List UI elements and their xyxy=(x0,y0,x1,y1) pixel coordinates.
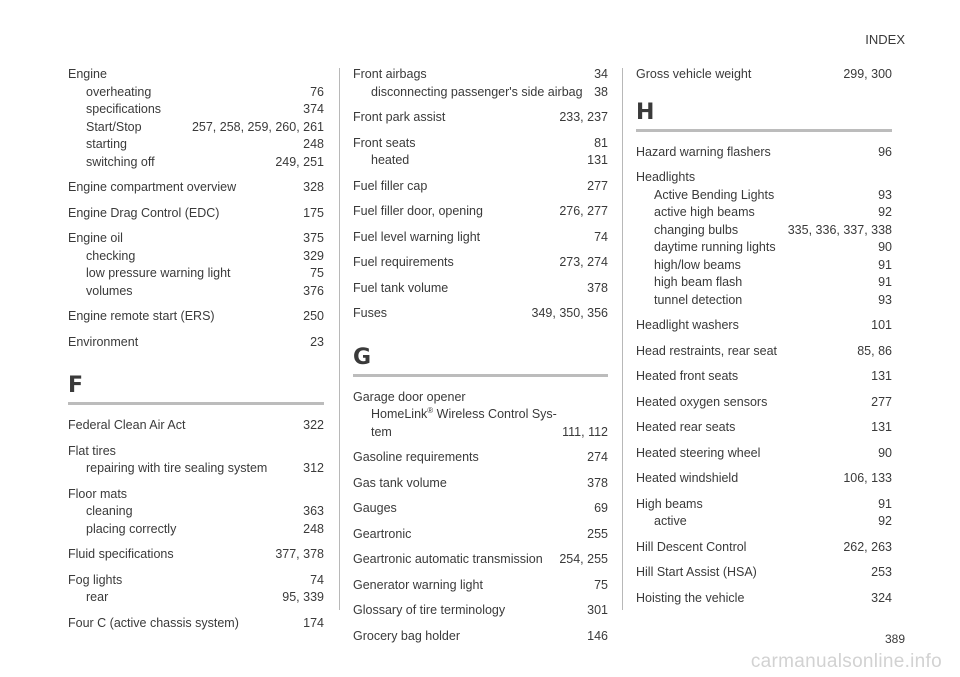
index-subterm-text: placing correctly xyxy=(86,521,177,536)
index-pages[interactable]: 273, 274 xyxy=(559,255,608,269)
index-entry-row xyxy=(636,445,892,463)
index-subterm-text: specifications xyxy=(86,102,162,116)
index-term: Federal Clean Air Act xyxy=(68,418,186,432)
index-term: Heated rear seats xyxy=(636,420,736,434)
index-subentry-row xyxy=(68,460,324,478)
index-entry-row xyxy=(636,317,892,335)
index-entry xyxy=(68,486,324,539)
index-subterm xyxy=(86,154,275,172)
index-subpages[interactable]: 249, 251 xyxy=(275,154,324,169)
index-entry xyxy=(636,144,892,162)
index-pages[interactable]: 174 xyxy=(303,615,324,630)
index-column-2 xyxy=(353,66,608,653)
index-subentry-row xyxy=(636,292,892,310)
index-subpages[interactable]: 335, 336, 337, 338 xyxy=(787,222,892,237)
index-pages[interactable]: 377, 378 xyxy=(275,547,324,561)
index-entry-row xyxy=(68,572,324,590)
index-term: Hill Descent Control xyxy=(636,539,747,554)
index-entry-row xyxy=(68,308,324,326)
page-header-title: INDEX xyxy=(865,32,905,47)
index-term: Fog lights xyxy=(68,572,123,587)
index-pages[interactable]: 253 xyxy=(871,565,892,579)
index-entry-row xyxy=(68,179,324,197)
index-subentry-row xyxy=(636,239,892,257)
index-entry-row xyxy=(636,590,892,608)
section-rule xyxy=(636,129,892,132)
index-entry-row xyxy=(68,334,324,352)
index-entry xyxy=(68,230,324,300)
index-entry xyxy=(68,308,324,326)
index-entry-row xyxy=(353,178,608,196)
index-entry-row xyxy=(353,475,608,493)
index-pages[interactable]: 378 xyxy=(587,280,608,295)
index-pages[interactable]: 175 xyxy=(303,205,324,220)
index-entry-row xyxy=(353,551,608,569)
index-subterm xyxy=(654,274,878,292)
index-subterm-text: tunnel detection xyxy=(654,292,743,307)
index-subpages[interactable]: 76 xyxy=(310,84,324,99)
index-subterm xyxy=(86,460,303,478)
index-pages[interactable]: 255 xyxy=(587,526,608,541)
index-subpages[interactable]: 38 xyxy=(594,84,608,99)
section-letter-heading: H xyxy=(636,99,655,125)
index-subterm-text: heated xyxy=(371,153,410,167)
index-entry-row xyxy=(68,417,324,435)
index-term: Generator warning light xyxy=(353,577,483,592)
index-entry xyxy=(353,203,608,221)
index-subpages[interactable]: 248 xyxy=(303,137,324,151)
index-pages[interactable]: 106, 133 xyxy=(843,471,892,485)
index-pages[interactable]: 324 xyxy=(871,590,892,605)
index-entry xyxy=(636,470,892,488)
index-entry xyxy=(636,169,892,309)
index-subentry-row xyxy=(636,204,892,222)
index-subentry-row xyxy=(636,187,892,205)
index-entry-row xyxy=(353,449,608,467)
index-subterm-text: Start/Stop xyxy=(86,119,142,134)
index-pages[interactable]: 299, 300 xyxy=(843,67,892,81)
index-subpages[interactable]: 92 xyxy=(878,514,892,528)
index-pages[interactable]: 277 xyxy=(587,178,608,193)
index-entry xyxy=(68,615,324,633)
index-term: Engine compartment overview xyxy=(68,180,237,194)
index-entry xyxy=(353,602,608,620)
index-entry-row xyxy=(636,169,892,187)
index-entry xyxy=(353,628,608,646)
index-subterm-continued: Wireless Control Sys- xyxy=(433,407,557,421)
index-subentry-row xyxy=(353,406,608,424)
index-term: Heated oxygen sensors xyxy=(636,394,768,409)
index-entry xyxy=(353,109,608,127)
index-subterm xyxy=(654,187,878,205)
index-term: Garage door opener xyxy=(353,389,466,404)
index-entry-row xyxy=(68,66,324,84)
index-subterm-text: active xyxy=(654,514,687,528)
index-term: Gas tank volume xyxy=(353,475,447,490)
index-subterm-text: daytime running lights xyxy=(654,240,776,254)
index-subterm xyxy=(86,84,310,102)
index-subentry-row xyxy=(636,257,892,275)
index-subpages[interactable]: 75 xyxy=(310,266,324,280)
index-subterm-text: rear xyxy=(86,590,109,604)
index-subentry-row xyxy=(68,136,324,154)
index-entry-row xyxy=(636,419,892,437)
index-subterm xyxy=(86,283,303,301)
index-entry-row xyxy=(353,280,608,298)
index-term: Headlight washers xyxy=(636,318,739,332)
index-term: Fuses xyxy=(353,306,388,320)
index-subpages[interactable]: 248 xyxy=(303,521,324,536)
index-subpages[interactable]: 131 xyxy=(587,153,608,167)
index-column-3 xyxy=(636,66,892,615)
index-entry xyxy=(68,66,324,171)
index-entry-row xyxy=(353,602,608,620)
section-letter xyxy=(68,373,324,405)
index-subterm xyxy=(86,101,303,119)
index-term: Gasoline requirements xyxy=(353,450,479,464)
index-subterm xyxy=(86,119,192,137)
index-subterm-text: changing bulbs xyxy=(654,222,739,237)
index-pages[interactable]: 233, 237 xyxy=(559,110,608,124)
index-term: Flat tires xyxy=(68,443,116,458)
index-pages[interactable]: 69 xyxy=(594,501,608,515)
index-term: Fuel requirements xyxy=(353,255,454,269)
index-subentry-row xyxy=(68,265,324,283)
index-subpages[interactable]: 363 xyxy=(303,504,324,518)
index-entry xyxy=(353,254,608,272)
index-subterm xyxy=(654,239,878,257)
index-entry xyxy=(636,317,892,335)
index-term: Floor mats xyxy=(68,486,128,501)
index-entry xyxy=(68,179,324,197)
index-entry xyxy=(636,590,892,608)
index-entry-row xyxy=(636,144,892,162)
index-entry xyxy=(68,443,324,478)
index-pages[interactable]: 146 xyxy=(587,628,608,643)
index-pages[interactable]: 254, 255 xyxy=(559,552,608,566)
index-subentry-row xyxy=(353,424,608,442)
index-entry xyxy=(636,539,892,557)
index-subentry-row xyxy=(636,513,892,531)
index-subterm-text: repairing with tire sealing system xyxy=(86,461,268,475)
section-rule xyxy=(68,402,324,405)
index-pages[interactable]: 131 xyxy=(871,420,892,434)
index-pages[interactable]: 91 xyxy=(878,496,892,511)
section-letter xyxy=(636,100,892,132)
index-subterm-text: Active Bending Lights xyxy=(654,187,775,202)
index-subpages[interactable]: 93 xyxy=(878,187,892,202)
index-entry-row xyxy=(353,577,608,595)
index-subterm xyxy=(371,406,608,424)
index-term: Gauges xyxy=(353,501,397,515)
index-entry-row xyxy=(353,628,608,646)
index-pages[interactable]: 262, 263 xyxy=(843,539,892,554)
index-entry xyxy=(636,343,892,361)
index-term: Glossary of tire terminology xyxy=(353,603,506,617)
index-pages[interactable]: 274 xyxy=(587,450,608,464)
index-subterm-text: active high beams xyxy=(654,205,755,219)
index-entry xyxy=(353,577,608,595)
index-entry-row xyxy=(68,230,324,248)
index-pages[interactable]: 250 xyxy=(303,309,324,323)
index-entry-row xyxy=(353,203,608,221)
index-pages[interactable]: 81 xyxy=(594,135,608,150)
watermark: carmanualsonline.info xyxy=(750,651,942,672)
index-subentry-row xyxy=(68,521,324,539)
index-pages[interactable]: 276, 277 xyxy=(559,204,608,218)
index-pages[interactable]: 378 xyxy=(587,475,608,490)
index-subentry-row xyxy=(353,152,608,170)
page-number: 389 xyxy=(884,632,905,646)
index-pages[interactable]: 96 xyxy=(878,144,892,159)
index-entry xyxy=(636,496,892,531)
index-subterm xyxy=(654,513,878,531)
index-subentry-row xyxy=(68,84,324,102)
index-subterm xyxy=(654,292,878,310)
index-subterm-text: high beam flash xyxy=(654,275,743,289)
index-entry xyxy=(353,500,608,518)
index-term: Fluid specifications xyxy=(68,547,174,561)
index-subentry-row xyxy=(68,283,324,301)
index-entry-row xyxy=(636,343,892,361)
index-subpages[interactable]: 92 xyxy=(878,205,892,219)
index-entry-row xyxy=(353,254,608,272)
index-entry xyxy=(353,389,608,442)
index-term: Gross vehicle weight xyxy=(636,67,752,81)
index-subterm xyxy=(86,248,303,266)
index-entry xyxy=(353,551,608,569)
index-pages[interactable]: 101 xyxy=(871,318,892,332)
index-entry-row xyxy=(353,66,608,84)
index-term: Front park assist xyxy=(353,110,446,124)
index-entry xyxy=(353,229,608,247)
index-subterm xyxy=(86,589,282,607)
index-subterm-text: volumes xyxy=(86,283,133,298)
column-divider xyxy=(622,68,623,610)
index-entry xyxy=(68,417,324,435)
index-pages[interactable]: 277 xyxy=(871,394,892,409)
index-term: Heated windshield xyxy=(636,471,739,485)
index-term: Fuel level warning light xyxy=(353,229,481,244)
section-rule xyxy=(353,374,608,377)
index-subterm-text: HomeLink xyxy=(371,407,428,421)
index-term: Engine xyxy=(68,67,107,81)
index-entry xyxy=(353,280,608,298)
index-pages[interactable]: 349, 350, 356 xyxy=(531,306,608,320)
index-entry-row xyxy=(68,615,324,633)
index-subpages[interactable]: 91 xyxy=(878,257,892,272)
index-subentry-row xyxy=(68,248,324,266)
index-subterm-text: switching off xyxy=(86,154,155,169)
index-entry xyxy=(353,178,608,196)
index-subentry-row xyxy=(68,154,324,172)
index-subterm xyxy=(86,136,303,154)
index-term: Engine oil xyxy=(68,231,123,245)
index-subterm xyxy=(86,503,303,521)
index-entry xyxy=(353,66,608,101)
index-term: Fuel filler door, opening xyxy=(353,204,483,218)
index-entry xyxy=(68,334,324,352)
index-subterm-text: overheating xyxy=(86,84,152,99)
index-subterm xyxy=(86,265,310,283)
registered-mark: ® xyxy=(427,405,434,415)
index-entry-row xyxy=(353,305,608,323)
index-pages[interactable]: 322 xyxy=(303,418,324,432)
index-subpages[interactable]: 90 xyxy=(878,240,892,254)
index-term: Engine Drag Control (EDC) xyxy=(68,205,220,220)
index-subterm-text: starting xyxy=(86,137,127,151)
index-term: Fuel filler cap xyxy=(353,178,428,193)
index-entry-row xyxy=(636,66,892,84)
index-subpages[interactable]: 374 xyxy=(303,102,324,116)
index-pages[interactable]: 375 xyxy=(303,231,324,245)
index-term: Four C (active chassis system) xyxy=(68,615,239,630)
index-term: High beams xyxy=(636,496,703,511)
index-term: Hazard warning flashers xyxy=(636,144,771,159)
index-entry-row xyxy=(636,539,892,557)
index-entry xyxy=(353,526,608,544)
index-pages[interactable]: 131 xyxy=(871,369,892,383)
index-subterm-text: tem xyxy=(371,424,392,439)
index-subentry-row xyxy=(636,222,892,240)
index-entry xyxy=(353,305,608,323)
index-pages[interactable]: 301 xyxy=(587,603,608,617)
index-pages[interactable]: 85, 86 xyxy=(857,343,892,358)
index-term: Geartronic xyxy=(353,526,412,541)
index-subterm-text: high/low beams xyxy=(654,257,741,272)
index-term: Heated steering wheel xyxy=(636,445,761,460)
index-term: Fuel tank volume xyxy=(353,280,449,295)
section-letter-heading: G xyxy=(353,344,372,370)
index-term: Front airbags xyxy=(353,67,427,81)
index-subpages[interactable]: 312 xyxy=(303,461,324,475)
section-letter xyxy=(353,345,608,377)
index-subterm-text: checking xyxy=(86,248,136,263)
index-term: Environment xyxy=(68,334,139,349)
index-subentry-row xyxy=(68,119,324,137)
index-entry-row xyxy=(636,496,892,514)
index-pages[interactable]: 23 xyxy=(310,334,324,349)
index-subpages[interactable]: 111, 112 xyxy=(562,424,608,439)
index-entry-row xyxy=(353,500,608,518)
index-subterm-text: low pressure warning light xyxy=(86,266,231,280)
index-subentry-row xyxy=(68,503,324,521)
column-divider xyxy=(339,68,340,610)
index-term: Grocery bag holder xyxy=(353,628,461,643)
index-subterm-text: cleaning xyxy=(86,504,133,518)
index-entry-row xyxy=(68,205,324,223)
index-subterm xyxy=(371,424,562,442)
index-entry xyxy=(636,394,892,412)
index-pages[interactable]: 75 xyxy=(594,577,608,592)
index-entry-row xyxy=(353,109,608,127)
index-column-1 xyxy=(68,66,324,640)
index-subterm xyxy=(654,204,878,222)
index-entry xyxy=(68,546,324,564)
index-entry xyxy=(353,135,608,170)
index-subpages[interactable]: 376 xyxy=(303,283,324,298)
index-entry xyxy=(68,205,324,223)
index-subentry-row xyxy=(636,274,892,292)
index-subentry-row xyxy=(353,84,608,102)
index-pages[interactable]: 74 xyxy=(310,572,324,587)
index-subterm xyxy=(654,222,788,240)
index-entry-row xyxy=(636,470,892,488)
index-term: Hill Start Assist (HSA) xyxy=(636,565,757,579)
section-letter-heading: F xyxy=(68,373,84,398)
index-pages[interactable]: 74 xyxy=(594,229,608,244)
index-entry xyxy=(353,449,608,467)
index-entry-row xyxy=(353,526,608,544)
index-term: Front seats xyxy=(353,135,416,150)
index-term: Engine remote start (ERS) xyxy=(68,309,215,323)
index-subterm xyxy=(86,521,303,539)
index-entry-row xyxy=(68,546,324,564)
index-entry xyxy=(353,475,608,493)
index-entry xyxy=(636,445,892,463)
index-entry-row xyxy=(636,564,892,582)
index-entry xyxy=(636,419,892,437)
index-subpages[interactable]: 257, 258, 259, 260, 261 xyxy=(191,119,324,134)
index-subterm-text: disconnecting passenger's side airbag xyxy=(371,84,583,99)
index-entry xyxy=(636,66,892,84)
index-subentry-row xyxy=(68,589,324,607)
index-term: Headlights xyxy=(636,170,696,184)
index-subpages[interactable]: 329 xyxy=(303,248,324,263)
index-term: Heated front seats xyxy=(636,369,739,383)
index-subentry-row xyxy=(68,101,324,119)
index-pages[interactable]: 34 xyxy=(594,67,608,81)
index-pages[interactable]: 328 xyxy=(303,180,324,194)
index-term: Head restraints, rear seat xyxy=(636,343,778,358)
index-term: Hoisting the vehicle xyxy=(636,590,745,605)
index-entry xyxy=(636,368,892,386)
index-entry-row xyxy=(636,368,892,386)
index-entry-row xyxy=(68,443,324,461)
index-subpages[interactable]: 93 xyxy=(878,292,892,307)
index-entry xyxy=(68,572,324,607)
index-subterm xyxy=(371,84,594,102)
index-subterm xyxy=(371,152,587,170)
index-entry-row xyxy=(353,389,608,407)
index-entry-row xyxy=(353,135,608,153)
index-entry-row xyxy=(636,394,892,412)
index-subterm xyxy=(654,257,878,275)
index-subpages[interactable]: 91 xyxy=(878,275,892,289)
index-pages[interactable]: 90 xyxy=(878,445,892,460)
index-entry-row xyxy=(353,229,608,247)
index-entry-row xyxy=(68,486,324,504)
index-entry xyxy=(636,564,892,582)
index-term: Geartronic automatic transmission xyxy=(353,552,543,566)
index-subpages[interactable]: 95, 339 xyxy=(282,590,324,604)
